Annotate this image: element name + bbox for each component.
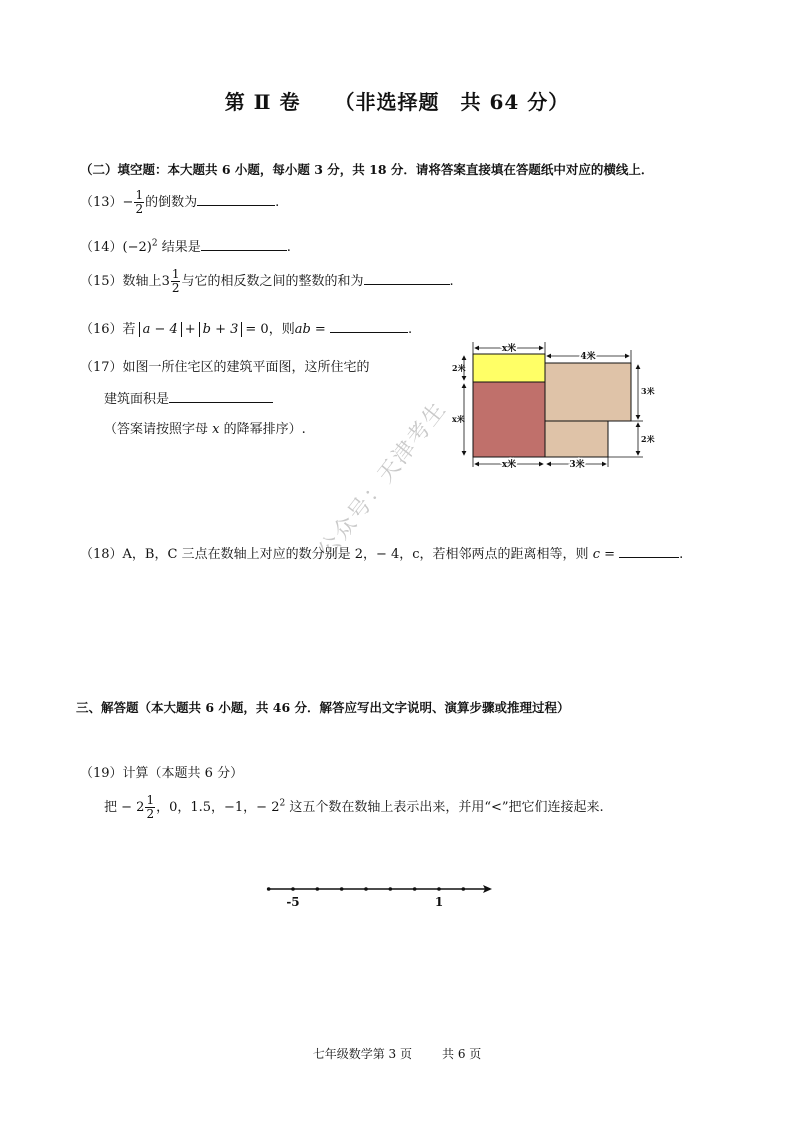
tick-dot <box>340 887 344 891</box>
tick-dot <box>462 887 466 891</box>
title-part: 第 Ⅱ 卷 <box>224 90 301 114</box>
fraction: $\frac{1}{2}$ <box>135 188 144 216</box>
question-17-line1: （17）如图一所住宅区的建筑平面图，这所住宅的 <box>80 360 370 375</box>
page-footer <box>0 1045 794 1062</box>
question-19-title: （19）计算（本题共 6 分） <box>80 766 244 781</box>
floor-plan-diagram <box>448 340 663 470</box>
section2-header: （二）填空题：本大题共 6 小题，每小题 3 分，共 18 分．请将答案直接填在答题纸中对应的横线上． <box>80 162 654 177</box>
tan-room-bottom <box>545 421 608 457</box>
tick-dot <box>437 887 441 891</box>
answer-blank[interactable] <box>330 319 408 333</box>
fraction: $\frac{1}{2}$ <box>146 793 155 821</box>
yellow-room <box>473 354 545 382</box>
label-minus-5: -5 <box>286 895 300 909</box>
tick-dot <box>413 887 417 891</box>
page-title <box>0 86 794 115</box>
answer-blank[interactable] <box>169 389 273 403</box>
label-1: 1 <box>434 895 444 909</box>
question-17-line2: 建筑面积是 <box>104 388 273 407</box>
answer-blank[interactable] <box>619 544 679 558</box>
answer-blank[interactable] <box>201 237 287 251</box>
tick-dot <box>364 887 368 891</box>
dim-bottom-left: x米 <box>501 460 517 470</box>
question-15: （15）数轴上3 $\frac{1}{2}$ 与它的相反数之间的整数的和为 . <box>80 267 454 295</box>
question-14: $(14)(-2)^2$ 结果是 . <box>80 238 291 255</box>
dim-right-bottom: 2米 <box>641 434 655 444</box>
footer-total: 共 6 页 <box>442 1047 482 1061</box>
dim-top-left: x米 <box>501 344 517 354</box>
tick-dot <box>291 887 295 891</box>
title-sub: （非选择题 共 64 分） <box>334 90 570 114</box>
question-16: （16）若 a − 4 + b + 3 = 0，则ab = . <box>80 318 412 337</box>
dim-top-right: 4米 <box>580 352 596 362</box>
watermark: 公众号：天津考生 <box>313 396 452 564</box>
answer-blank[interactable] <box>364 271 450 285</box>
answer-blank[interactable] <box>197 192 275 206</box>
tick-dot <box>389 887 393 891</box>
section3-header: 三、解答题（本大题共 6 小题，共 46 分．解答应写出文字说明、演算步骤或推理过程） <box>76 700 570 715</box>
red-room <box>473 382 545 457</box>
question-17-line3: （答案请按照字母 x 的降幂排序）. <box>104 422 306 437</box>
tick-dot <box>316 887 320 891</box>
dim-right-top: 3米 <box>641 386 655 396</box>
tan-room-top <box>545 363 631 421</box>
footer-page: 七年级数学第 3 页 <box>312 1047 412 1061</box>
tick-dot <box>267 887 271 891</box>
question-18: （18）A，B，C 三点在数轴上对应的数分别是 2，− 4，c，若相邻两点的距离相等，则 c = . <box>80 543 683 562</box>
number-line <box>262 876 498 912</box>
question-13: （13）− $\frac{1}{2}$ 的倒数为 . <box>80 188 280 216</box>
dim-left-top: 2米 <box>452 363 466 373</box>
question-19-body: 把 − 2 $\frac{1}{2}$ ，0，1.5，−1，− $2^2$ 这五个数在数轴上表示出来，并用“<”把它们连接起来. <box>104 793 604 821</box>
fraction: $\frac{1}{2}$ <box>171 267 180 295</box>
dim-bottom-right: 3米 <box>569 460 585 470</box>
dim-left-mid: x米 <box>452 414 465 424</box>
